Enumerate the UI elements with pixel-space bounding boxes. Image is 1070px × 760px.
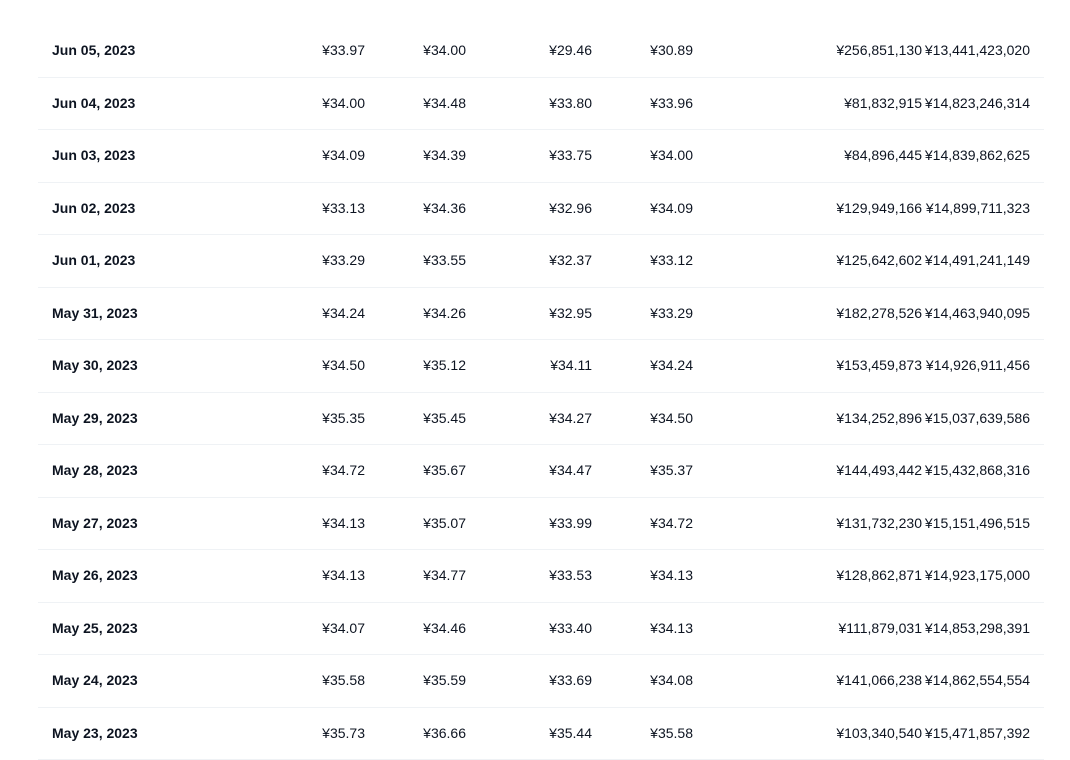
cell-volume: ¥103,340,540 bbox=[836, 708, 922, 760]
cell-volume: ¥81,832,915 bbox=[844, 78, 922, 130]
cell-volume: ¥144,493,442 bbox=[836, 445, 922, 497]
cell-high: ¥34.46 bbox=[423, 603, 466, 655]
cell-open: ¥34.24 bbox=[322, 288, 365, 340]
cell-close: ¥34.24 bbox=[650, 340, 693, 392]
cell-market-cap: ¥14,853,298,391 bbox=[925, 603, 1030, 655]
cell-close: ¥34.72 bbox=[650, 498, 693, 550]
cell-open: ¥34.07 bbox=[322, 603, 365, 655]
cell-market-cap: ¥14,899,711,323 bbox=[926, 183, 1030, 235]
cell-volume: ¥153,459,873 bbox=[836, 340, 922, 392]
cell-market-cap: ¥14,823,246,314 bbox=[925, 78, 1030, 130]
cell-volume: ¥111,879,031 bbox=[838, 603, 922, 655]
cell-date: May 29, 2023 bbox=[52, 393, 138, 445]
cell-date: May 23, 2023 bbox=[52, 708, 138, 760]
cell-high: ¥35.12 bbox=[423, 340, 466, 392]
table-row bbox=[38, 130, 1044, 183]
cell-open: ¥33.13 bbox=[322, 183, 365, 235]
cell-market-cap: ¥15,151,496,515 bbox=[925, 498, 1030, 550]
table-row bbox=[38, 25, 1044, 78]
cell-market-cap: ¥15,471,857,392 bbox=[925, 708, 1030, 760]
cell-open: ¥35.73 bbox=[322, 708, 365, 760]
cell-market-cap: ¥14,926,911,456 bbox=[926, 340, 1030, 392]
cell-volume: ¥125,642,602 bbox=[836, 235, 922, 287]
table-row bbox=[38, 498, 1044, 551]
cell-market-cap: ¥15,037,639,586 bbox=[925, 393, 1030, 445]
cell-date: May 30, 2023 bbox=[52, 340, 138, 392]
table-row bbox=[38, 235, 1044, 288]
cell-close: ¥34.09 bbox=[650, 183, 693, 235]
cell-open: ¥34.13 bbox=[322, 550, 365, 602]
cell-low: ¥34.11 bbox=[550, 340, 592, 392]
cell-high: ¥35.45 bbox=[423, 393, 466, 445]
cell-open: ¥34.09 bbox=[322, 130, 365, 182]
cell-low: ¥32.96 bbox=[549, 183, 592, 235]
table-row bbox=[38, 340, 1044, 393]
cell-volume: ¥84,896,445 bbox=[844, 130, 922, 182]
cell-market-cap: ¥14,491,241,149 bbox=[925, 235, 1030, 287]
cell-close: ¥33.29 bbox=[650, 288, 693, 340]
table-row bbox=[38, 550, 1044, 603]
cell-high: ¥34.77 bbox=[423, 550, 466, 602]
table-row bbox=[38, 445, 1044, 498]
cell-high: ¥34.48 bbox=[423, 78, 466, 130]
cell-high: ¥33.55 bbox=[423, 235, 466, 287]
cell-market-cap: ¥14,463,940,095 bbox=[925, 288, 1030, 340]
cell-high: ¥35.59 bbox=[423, 655, 466, 707]
cell-low: ¥29.46 bbox=[549, 25, 592, 77]
cell-close: ¥34.13 bbox=[650, 603, 693, 655]
cell-open: ¥34.72 bbox=[322, 445, 365, 497]
cell-low: ¥34.27 bbox=[549, 393, 592, 445]
cell-open: ¥34.00 bbox=[322, 78, 365, 130]
cell-market-cap: ¥14,839,862,625 bbox=[925, 130, 1030, 182]
cell-open: ¥33.29 bbox=[322, 235, 365, 287]
cell-date: Jun 01, 2023 bbox=[52, 235, 135, 287]
cell-open: ¥33.97 bbox=[322, 25, 365, 77]
cell-high: ¥34.39 bbox=[423, 130, 466, 182]
table-row bbox=[38, 603, 1044, 656]
cell-volume: ¥182,278,526 bbox=[836, 288, 922, 340]
cell-high: ¥35.67 bbox=[423, 445, 466, 497]
cell-open: ¥34.50 bbox=[322, 340, 365, 392]
cell-low: ¥35.44 bbox=[549, 708, 592, 760]
cell-market-cap: ¥15,432,868,316 bbox=[925, 445, 1030, 497]
cell-date: May 27, 2023 bbox=[52, 498, 138, 550]
cell-close: ¥34.13 bbox=[650, 550, 693, 602]
cell-date: May 24, 2023 bbox=[52, 655, 138, 707]
cell-low: ¥34.47 bbox=[549, 445, 592, 497]
cell-volume: ¥131,732,230 bbox=[836, 498, 922, 550]
cell-close: ¥34.50 bbox=[650, 393, 693, 445]
table-row bbox=[38, 183, 1044, 236]
cell-close: ¥33.96 bbox=[650, 78, 693, 130]
table-row bbox=[38, 655, 1044, 708]
cell-date: Jun 04, 2023 bbox=[52, 78, 135, 130]
cell-date: Jun 02, 2023 bbox=[52, 183, 135, 235]
cell-close: ¥30.89 bbox=[650, 25, 693, 77]
cell-volume: ¥141,066,238 bbox=[836, 655, 922, 707]
cell-volume: ¥128,862,871 bbox=[836, 550, 922, 602]
cell-high: ¥34.26 bbox=[423, 288, 466, 340]
cell-open: ¥35.58 bbox=[322, 655, 365, 707]
cell-date: May 28, 2023 bbox=[52, 445, 138, 497]
cell-volume: ¥134,252,896 bbox=[836, 393, 922, 445]
table-row bbox=[38, 708, 1044, 760]
table-row bbox=[38, 78, 1044, 131]
cell-high: ¥35.07 bbox=[423, 498, 466, 550]
table-row bbox=[38, 393, 1044, 446]
cell-date: May 25, 2023 bbox=[52, 603, 138, 655]
cell-date: Jun 03, 2023 bbox=[52, 130, 135, 182]
cell-date: May 26, 2023 bbox=[52, 550, 138, 602]
cell-low: ¥33.99 bbox=[549, 498, 592, 550]
cell-high: ¥34.00 bbox=[423, 25, 466, 77]
cell-low: ¥32.95 bbox=[549, 288, 592, 340]
cell-low: ¥33.40 bbox=[549, 603, 592, 655]
cell-close: ¥34.08 bbox=[650, 655, 693, 707]
cell-market-cap: ¥14,923,175,000 bbox=[925, 550, 1030, 602]
cell-volume: ¥256,851,130 bbox=[836, 25, 922, 77]
cell-low: ¥33.80 bbox=[549, 78, 592, 130]
cell-close: ¥33.12 bbox=[650, 235, 693, 287]
cell-date: May 31, 2023 bbox=[52, 288, 138, 340]
cell-high: ¥36.66 bbox=[423, 708, 466, 760]
cell-open: ¥34.13 bbox=[322, 498, 365, 550]
cell-volume: ¥129,949,166 bbox=[836, 183, 922, 235]
cell-open: ¥35.35 bbox=[322, 393, 365, 445]
cell-low: ¥33.75 bbox=[549, 130, 592, 182]
table-row bbox=[38, 288, 1044, 341]
cell-close: ¥35.58 bbox=[650, 708, 693, 760]
cell-low: ¥33.53 bbox=[549, 550, 592, 602]
cell-date: Jun 05, 2023 bbox=[52, 25, 135, 77]
cell-market-cap: ¥14,862,554,554 bbox=[925, 655, 1030, 707]
cell-close: ¥34.00 bbox=[650, 130, 693, 182]
historical-data-table bbox=[38, 25, 1044, 760]
cell-high: ¥34.36 bbox=[423, 183, 466, 235]
cell-low: ¥32.37 bbox=[549, 235, 592, 287]
cell-close: ¥35.37 bbox=[650, 445, 693, 497]
cell-low: ¥33.69 bbox=[549, 655, 592, 707]
cell-market-cap: ¥13,441,423,020 bbox=[925, 25, 1030, 77]
